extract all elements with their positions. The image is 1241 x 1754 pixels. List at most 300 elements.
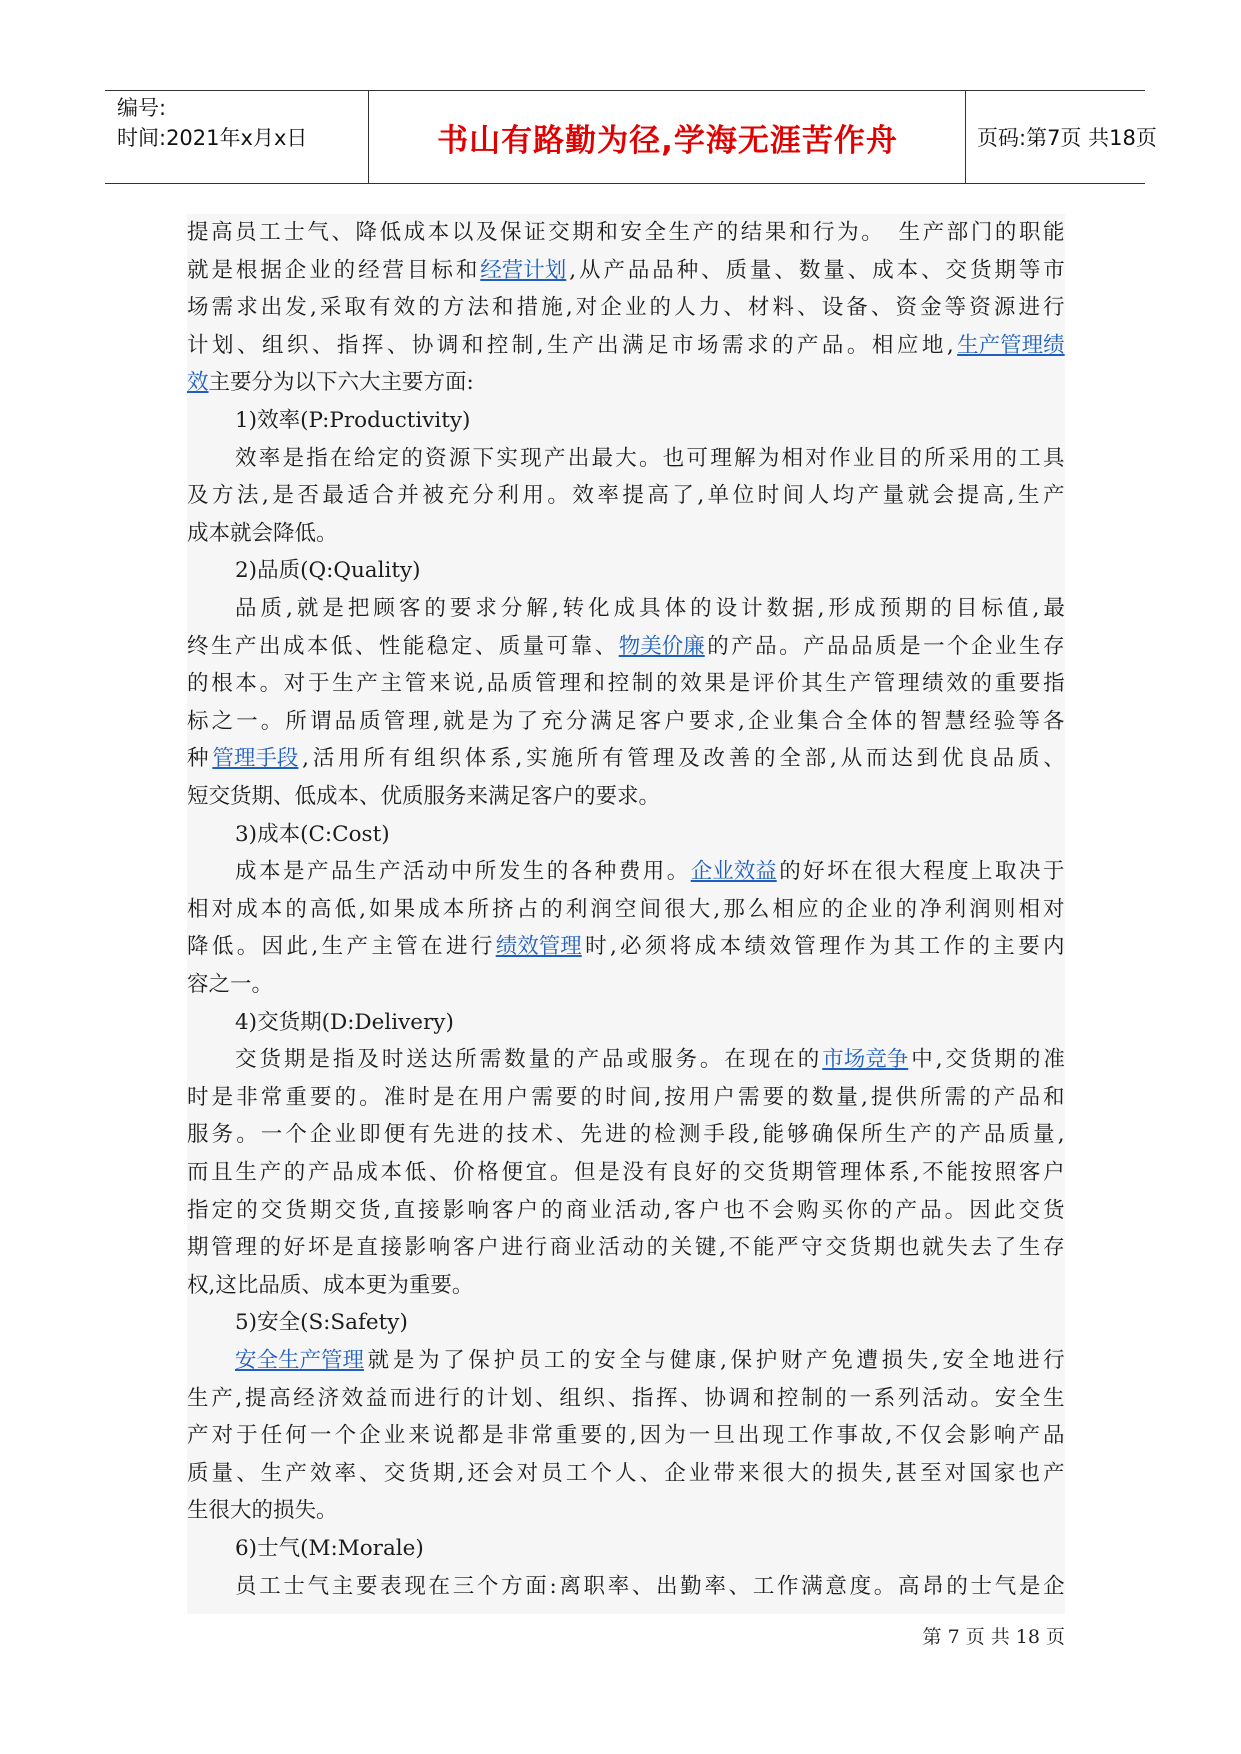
text-run: 的: [1018, 1047, 1041, 1073]
text-run: 高: [269, 1385, 291, 1411]
text-run: 于: [236, 1423, 258, 1449]
text-line: [187, 853, 1065, 891]
term-link[interactable]: 经营计划: [480, 257, 567, 283]
text-run: 动: [622, 1235, 644, 1261]
text-run: 及: [475, 220, 498, 245]
text-run: 产: [922, 220, 945, 245]
text-run: 场: [187, 295, 209, 321]
text-run: 采: [319, 295, 342, 321]
text-run: 量: [528, 1047, 551, 1073]
text-run: 企: [284, 257, 307, 283]
text-run: 最: [591, 445, 613, 471]
text-run: 相: [1018, 896, 1040, 922]
text-run: 目: [955, 596, 978, 621]
text-run: 种: [594, 859, 617, 885]
text-run: 遭: [856, 1348, 878, 1373]
text-run: 品: [330, 859, 353, 885]
text-run: 损: [881, 1348, 904, 1373]
text-run: 单: [707, 483, 730, 509]
text-run: 量: [211, 1460, 234, 1486]
section-heading: [187, 402, 1065, 440]
text-run: 出: [258, 633, 281, 659]
text-run: 要: [1018, 934, 1040, 960]
text-run: 接: [418, 1197, 440, 1223]
text-run: 的: [285, 896, 307, 922]
text-run: 系: [873, 1385, 896, 1411]
text-run: 、: [607, 1385, 630, 1411]
text-run: 要: [355, 1573, 378, 1599]
text-run: 你: [846, 1197, 868, 1223]
text-run: 出: [567, 445, 590, 471]
text-run: 先: [432, 1122, 455, 1148]
text-run: 一: [849, 1385, 872, 1411]
text-run: 品: [827, 633, 849, 659]
term-link[interactable]: 生产管理绩: [957, 332, 1065, 358]
text-run: 免: [831, 1348, 853, 1373]
text-run: 时: [757, 483, 780, 509]
text-run: 决: [1019, 859, 1041, 885]
text-run: 5)安全(S:Safety): [235, 1310, 408, 1336]
text-run: 在: [724, 1047, 746, 1073]
text-run: 为: [492, 708, 514, 734]
text-run: 内: [1043, 934, 1065, 960]
text-run: 体: [464, 746, 487, 772]
text-line: [187, 966, 1065, 1004]
text-run: 重: [555, 1423, 578, 1449]
text-run: 目: [876, 445, 899, 471]
text-run: 会: [772, 1197, 795, 1223]
term-link[interactable]: 物美价廉: [618, 633, 705, 659]
text-run: 企: [600, 295, 622, 321]
text-run: 良: [967, 746, 989, 772]
text-run: 生: [1018, 1235, 1041, 1261]
text-run: 。: [259, 671, 282, 697]
text-run: 所: [920, 1084, 942, 1110]
text-run: 降: [355, 220, 378, 245]
text-run: 成: [872, 257, 894, 283]
text-run: 就: [296, 596, 319, 621]
text-run: 存: [1042, 633, 1065, 659]
text-run: 要: [580, 1423, 603, 1449]
text-run: 对: [516, 1460, 539, 1486]
text-run: 求: [713, 708, 735, 734]
text-run: 充: [447, 483, 469, 509]
text-run: 低: [379, 220, 402, 245]
text-run: 相: [187, 896, 209, 922]
text-run: 交: [260, 1197, 283, 1223]
text-run: 门: [970, 220, 993, 245]
text-run: 直: [356, 1235, 378, 1261]
text-run: 和: [596, 220, 618, 245]
text-run: 是: [598, 1160, 620, 1185]
text-line: [187, 252, 1065, 290]
text-run: 业: [772, 708, 795, 734]
text-run: 本: [306, 633, 329, 659]
text-run: 活: [312, 746, 335, 772]
text-run: 时: [381, 1047, 404, 1073]
text-run: 交: [743, 1160, 765, 1185]
text-run: 进: [605, 1122, 627, 1148]
text-run: 成: [282, 633, 305, 659]
text-run: 是: [432, 1084, 455, 1110]
text-run: ,: [311, 934, 319, 960]
text-run: 的: [934, 1122, 957, 1148]
text-run: 也: [1018, 1460, 1040, 1486]
text-run: 有: [388, 746, 411, 772]
text-run: ,: [359, 896, 366, 922]
text-run: 。: [549, 1160, 572, 1185]
text-run: 以: [451, 220, 474, 245]
text-run: 理: [652, 746, 675, 772]
text-run: 活: [402, 859, 425, 885]
text-run: 就: [442, 708, 465, 734]
text-run: 用: [522, 483, 544, 509]
text-run: 全: [644, 220, 666, 245]
text-run: 没: [622, 1160, 644, 1185]
text-run: 工: [543, 1348, 566, 1373]
text-run: 进: [414, 1385, 436, 1411]
text-run: 3)成本(C:Cost): [235, 821, 390, 847]
text-run: 的: [333, 257, 356, 283]
text-run: 在: [421, 934, 443, 960]
text-run: 大: [899, 859, 921, 885]
text-run: 任: [260, 1423, 283, 1449]
text-run: 地: [992, 1348, 1015, 1373]
text-run: 达: [430, 1047, 453, 1073]
text-run: 率: [597, 483, 619, 509]
text-run: ,: [383, 1197, 391, 1223]
text-run: 成: [236, 896, 258, 922]
text-run: 中: [450, 859, 473, 885]
text-run: 产: [307, 1160, 330, 1185]
text-run: 企: [846, 896, 868, 922]
text-line: [187, 740, 1065, 778]
text-run: 挥: [656, 1385, 678, 1411]
text-run: 量: [750, 257, 772, 283]
text-run: 作: [777, 1573, 799, 1599]
text-run: 有: [408, 1122, 430, 1148]
text-run: 、: [728, 1573, 751, 1599]
text-run: 务: [675, 1047, 697, 1073]
term-link[interactable]: 企业效益: [690, 859, 777, 885]
text-run: 作: [943, 934, 966, 960]
text-run: 要: [762, 1084, 785, 1110]
text-run: 方: [212, 483, 234, 509]
text-run: 交: [1018, 1197, 1040, 1223]
text-run: 产: [731, 633, 753, 659]
text-run: 源: [993, 295, 1016, 321]
text-run: 质: [875, 633, 897, 659]
text-run: 用: [688, 1084, 711, 1110]
text-run: 供: [895, 1084, 917, 1110]
term-link[interactable]: 绩效管理: [495, 934, 582, 960]
text-run: 设: [821, 295, 844, 321]
text-run: 买: [821, 1197, 844, 1223]
text-run: ,: [302, 746, 309, 772]
text-run: 时: [605, 1084, 627, 1110]
text-run: 管: [404, 671, 427, 697]
text-run: 稳: [426, 633, 449, 659]
text-run: 生: [260, 1460, 283, 1486]
text-run: 下: [472, 445, 495, 471]
text-run: 期: [791, 1160, 814, 1185]
text-run: 权,这比品质、成本更为重要。: [187, 1272, 474, 1298]
text-run: 数: [766, 596, 789, 621]
text-run: 能: [762, 1122, 785, 1148]
text-run: 是: [282, 445, 305, 471]
text-run: 很: [762, 1460, 785, 1486]
text-run: 法: [467, 295, 489, 321]
text-run: 响: [428, 1235, 451, 1261]
text-run: 品: [334, 708, 357, 734]
text-run: 安: [620, 220, 642, 245]
text-run: 的: [994, 220, 1017, 245]
text-run: 的: [482, 1122, 504, 1148]
text-run: 料: [772, 295, 795, 321]
text-run: 生: [321, 934, 344, 960]
text-run: ,: [551, 596, 559, 621]
text-run: 程: [923, 859, 945, 885]
text-run: 及: [678, 746, 700, 772]
text-run: 间: [639, 896, 662, 922]
text-run: 测: [678, 1122, 701, 1148]
text-run: 具: [639, 596, 661, 621]
text-run: 对: [944, 1460, 967, 1486]
text-run: 体: [864, 1160, 886, 1185]
text-run: 时: [585, 934, 607, 960]
text-run: 措: [516, 295, 539, 321]
text-run: 、: [474, 633, 497, 659]
text-run: 期: [873, 1235, 896, 1261]
text-run: 、: [386, 332, 409, 358]
page-header: [105, 90, 1157, 184]
text-run: 一: [309, 1423, 332, 1449]
text-run: 交: [945, 1047, 967, 1073]
text-run: 货: [767, 1160, 790, 1185]
text-run: 理: [897, 671, 920, 697]
text-run: 效: [235, 445, 257, 471]
text-run: 的: [646, 1235, 669, 1261]
text-run: 对: [211, 896, 234, 922]
text-run: 好: [283, 1235, 306, 1261]
text-run: 能: [752, 1235, 775, 1261]
text-run: 、: [331, 220, 353, 245]
text-run: 准: [383, 1084, 406, 1110]
text-run: 大: [615, 445, 637, 471]
text-run: 。: [779, 633, 801, 659]
text-run: 系: [888, 1160, 910, 1185]
text-run: 位: [732, 483, 755, 509]
text-run: 行: [1043, 1348, 1065, 1373]
text-run: ,: [235, 1385, 243, 1411]
text-run: 智: [920, 708, 942, 734]
text-run: 期: [904, 596, 927, 621]
text-run: 取: [995, 859, 1017, 885]
text-run: 现: [404, 1573, 426, 1599]
text-run: 户: [477, 1235, 499, 1261]
text-run: 生: [825, 671, 847, 697]
text-run: 合: [372, 483, 394, 509]
text-run: ,: [885, 1460, 893, 1486]
term-link[interactable]: 市场竞争: [822, 1047, 909, 1073]
text-run: 会: [932, 483, 955, 509]
text-run: 国: [969, 1460, 991, 1486]
text-run: 勤: [680, 1573, 702, 1599]
text-run: 的: [821, 896, 844, 922]
text-run: 率: [607, 1573, 630, 1599]
text-run: 是: [332, 1235, 354, 1261]
text-run: 的: [754, 746, 776, 772]
text-run: 人: [807, 483, 830, 509]
text-run: 、: [311, 332, 334, 358]
text-run: 用: [971, 445, 994, 471]
text-run: 施: [551, 746, 573, 772]
text-run: ,: [1032, 596, 1040, 621]
text-run: 、: [870, 295, 893, 321]
text-run: 士: [283, 220, 305, 245]
text-run: 组: [261, 332, 284, 358]
text-run: 满: [622, 332, 644, 358]
term-link[interactable]: 管理手段: [212, 746, 299, 772]
text-run: 要: [688, 708, 711, 734]
text-run: ,: [565, 295, 573, 321]
text-run: 质: [510, 671, 533, 697]
text-run: 具: [1043, 445, 1065, 471]
text-run: 率: [334, 1460, 357, 1486]
text-run: 给: [353, 445, 376, 471]
text-run: 结: [740, 220, 763, 245]
text-run: 旦: [713, 1423, 735, 1449]
text-run: 产: [572, 332, 594, 358]
text-run: 、: [723, 295, 745, 321]
text-run: ,: [1057, 1122, 1065, 1148]
text-line: [187, 590, 1065, 628]
text-run: 利: [565, 896, 588, 922]
text-run: 4)交货期(D:Delivery): [235, 1009, 454, 1035]
text-run: 顾: [373, 596, 395, 621]
text-run: 挤: [492, 896, 514, 922]
text-run: 护: [755, 1348, 778, 1373]
text-run: 员: [518, 1348, 541, 1373]
text-run: 的: [629, 1122, 652, 1148]
text-run: 好: [803, 859, 825, 885]
text-run: 管: [383, 708, 406, 734]
text-run: 、: [594, 633, 617, 659]
text-run: 业: [870, 896, 893, 922]
text-run: 设: [715, 596, 738, 621]
text-run: 高: [897, 1573, 920, 1599]
text-run: 成: [418, 896, 440, 922]
text-run: 评: [752, 671, 775, 697]
text-run: 都: [457, 1423, 480, 1449]
text-run: 进: [1018, 295, 1040, 321]
text-run: 集: [797, 708, 819, 734]
text-run: 产: [346, 934, 368, 960]
text-run: 坏: [307, 1235, 330, 1261]
text-run: 企: [359, 1423, 381, 1449]
text-run: 企: [1043, 1573, 1065, 1599]
text-run: 目: [406, 257, 429, 283]
text-run: 行: [470, 934, 493, 960]
text-run: 产: [356, 671, 378, 697]
text-run: 、: [639, 1460, 662, 1486]
text-run: 安: [594, 1348, 616, 1373]
text-run: 果: [764, 220, 787, 245]
text-run: 交: [945, 257, 968, 283]
text-run: 企: [971, 633, 993, 659]
text-run: 生: [522, 859, 545, 885]
text-run: 进: [1017, 1348, 1040, 1373]
text-run: 保: [468, 1348, 490, 1373]
text-run: 为: [868, 934, 891, 960]
term-link[interactable]: 安全生产管理: [235, 1348, 365, 1373]
text-run: 送: [406, 1047, 428, 1073]
text-run: 标: [431, 257, 453, 283]
text-run: 适: [347, 483, 369, 509]
text-run: 可: [686, 445, 709, 471]
text-run: 宜: [525, 1160, 548, 1185]
text-run: 严: [777, 1235, 799, 1261]
text-run: 的: [719, 1160, 741, 1185]
text-run: 不: [895, 1423, 917, 1449]
text-run: 、: [236, 332, 259, 358]
text-run: 产: [692, 220, 715, 245]
text-run: 一: [236, 708, 258, 734]
text-run: 高: [309, 896, 332, 922]
text-run: 提: [244, 1385, 267, 1411]
text-run: 大: [787, 1460, 809, 1486]
text-run: 的: [779, 859, 801, 885]
section-heading: [187, 1304, 1065, 1342]
text-run: ,: [830, 746, 837, 772]
text-line: [187, 1229, 1065, 1267]
text-run: 高: [211, 220, 233, 245]
text-run: 段: [728, 1122, 750, 1148]
text-run: 货: [969, 257, 992, 283]
text-run: 直: [393, 1197, 416, 1223]
text-run: 。: [846, 332, 869, 358]
text-run: ,: [286, 596, 293, 621]
text-run: 主: [371, 934, 393, 960]
text-run: 相: [871, 332, 894, 358]
text-run: 业: [852, 445, 875, 471]
text-run: 客: [674, 1197, 696, 1223]
text-run: 所: [467, 896, 489, 922]
text-run: 来: [428, 671, 451, 697]
serial-number-label: 编号:: [117, 96, 167, 120]
text-run: 非: [236, 1084, 258, 1110]
text-run: 全: [846, 708, 868, 734]
text-run: 。: [861, 220, 883, 245]
text-run: 是: [282, 859, 305, 885]
text-run: 是: [211, 1084, 234, 1110]
text-run: 交: [235, 1047, 257, 1073]
text-run: 生: [1043, 1385, 1065, 1411]
text-run: 现: [762, 1423, 785, 1449]
text-run: 高: [647, 483, 669, 509]
text-run: 指: [332, 1047, 355, 1073]
text-run: 业: [334, 1122, 357, 1148]
text-run: 期: [309, 1197, 332, 1223]
text-run: 度: [849, 1573, 872, 1599]
text-run: 管: [396, 934, 418, 960]
text-run: 组: [559, 1385, 581, 1411]
text-run: 期: [994, 257, 1016, 283]
term-link[interactable]: 效: [187, 370, 209, 396]
text-run: 与: [644, 1348, 667, 1373]
text-run: ,: [477, 671, 485, 697]
text-run: 所: [455, 1047, 477, 1073]
